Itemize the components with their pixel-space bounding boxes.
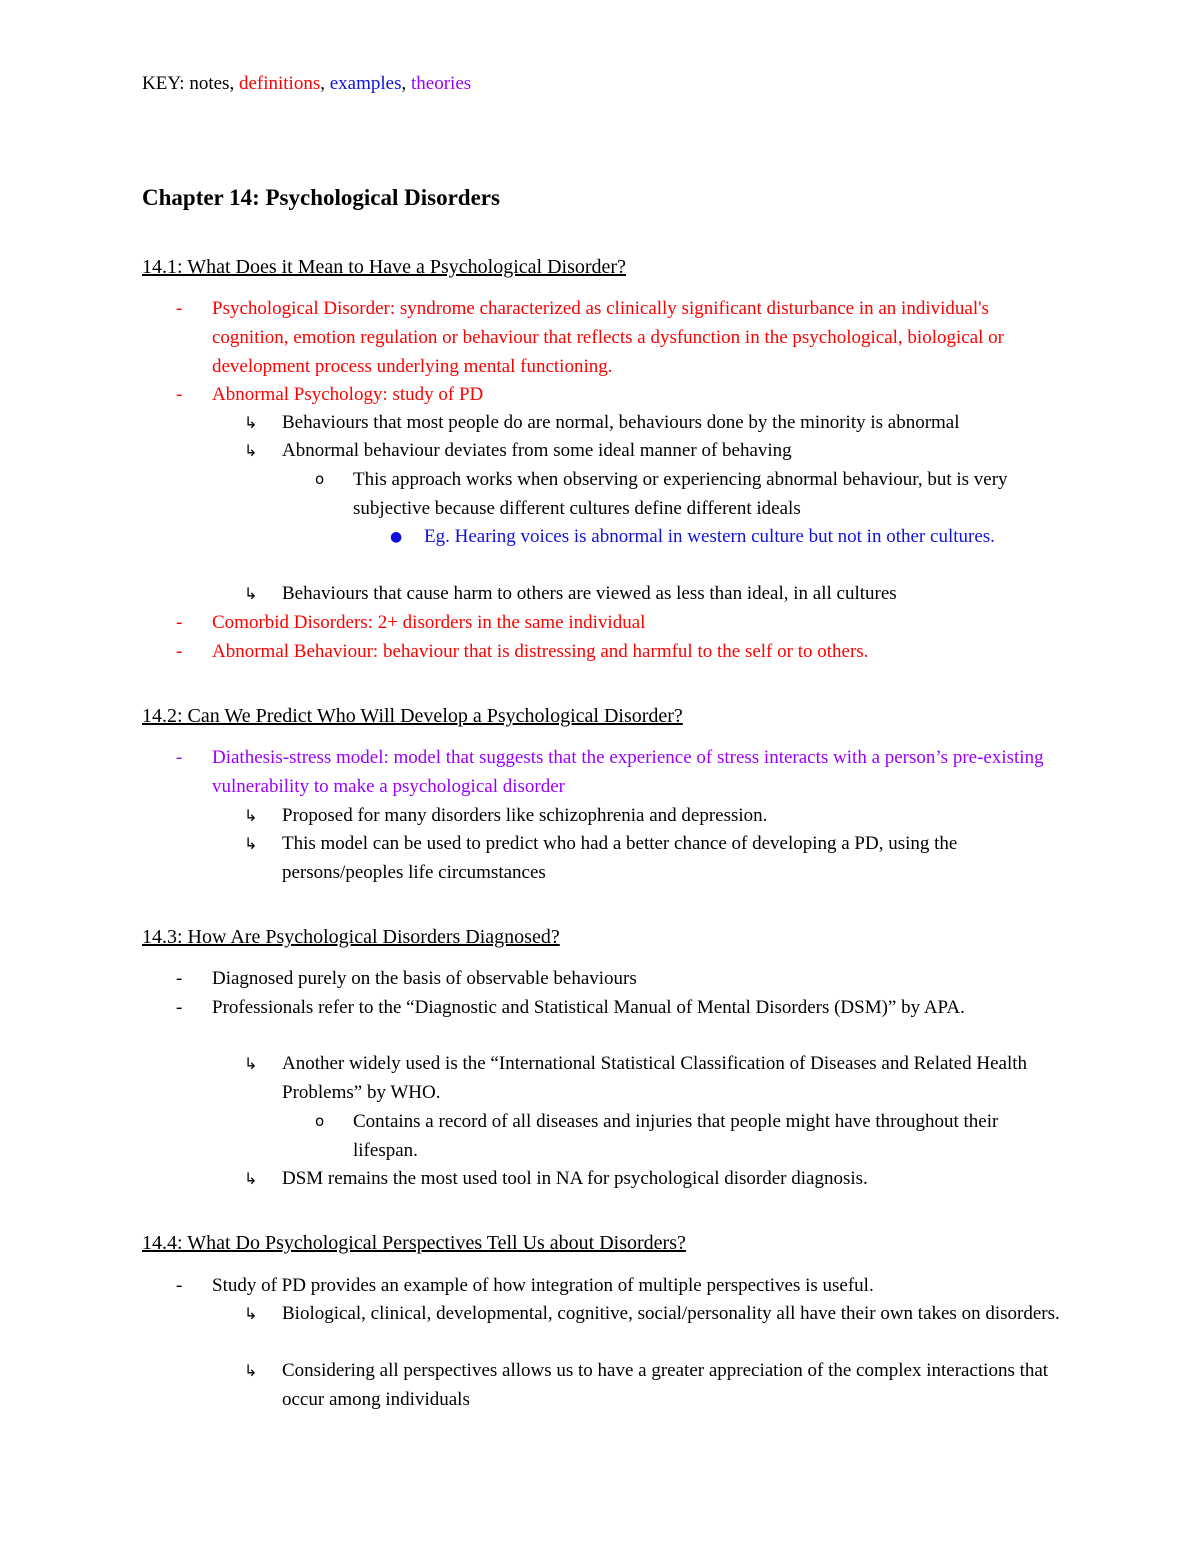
- note-text: Professionals refer to the “Diagnostic and Statistical Manual of Mental Disorders (DSM)” by APA.: [212, 997, 965, 1018]
- chapter-title: Chapter 14: Psychological Disorders: [142, 185, 500, 210]
- arrow-icon: ↳: [244, 834, 258, 853]
- note-text: Abnormal behaviour deviates from some ideal manner of behaving: [282, 440, 792, 461]
- key-separator: ,: [401, 73, 411, 94]
- note-text: Behaviours that most people do are normal, behaviours done by the minority is abnormal: [282, 412, 960, 433]
- dash-marker: -: [176, 747, 183, 768]
- circle-bullet-icon: o: [315, 1112, 325, 1130]
- list-item: [176, 964, 1062, 993]
- section-title: 14.1: What Does it Mean to Have a Psychological Disorder?: [142, 256, 626, 278]
- key-definitions: definitions: [238, 73, 321, 94]
- list-item: [176, 380, 1062, 409]
- list-item: [244, 801, 1062, 830]
- section-title: 14.4: What Do Psychological Perspectives Tell Us about Disorders?: [142, 1232, 686, 1254]
- note-text: Considering all perspectives allows us to have a greater appreciation of the complex interactions that occur among individuals: [282, 1360, 1049, 1410]
- list-item: [176, 294, 1062, 381]
- key-theories: theories: [411, 73, 472, 94]
- note-text: Behaviours that cause harm to others are viewed as less than ideal, in all cultures: [282, 583, 897, 604]
- arrow-icon: ↳: [244, 1361, 258, 1380]
- dash-marker: -: [176, 1275, 183, 1296]
- arrow-icon: ↳: [244, 413, 258, 432]
- dash-marker: -: [176, 968, 183, 989]
- note-text: Study of PD provides an example of how integration of multiple perspectives is useful.: [212, 1275, 874, 1296]
- arrow-icon: ↳: [244, 1054, 258, 1073]
- arrow-icon: ↳: [244, 441, 258, 460]
- definition-text: Psychological Disorder: syndrome characterized as clinically significant disturbance in an individual's cognition, emotion regulation or behaviour that reflects a dysfunction in the psychological, biological or development process underlying mental functioning.: [212, 298, 1004, 377]
- list-item: [244, 579, 1062, 608]
- list-item: [390, 522, 1064, 551]
- note-text: This approach works when observing or experiencing abnormal behaviour, but is very subjective because different cultures define different ideals: [353, 469, 1008, 519]
- definition-text: Comorbid Disorders: 2+ disorders in the same individual: [212, 612, 646, 633]
- note-text: Diagnosed purely on the basis of observable behaviours: [212, 968, 637, 989]
- note-text: Proposed for many disorders like schizophrenia and depression.: [282, 805, 768, 826]
- list-item: [176, 1271, 1062, 1300]
- theory-text: Diathesis-stress model: model that suggests that the experience of stress interacts with a person’s pre-existing vulnerability to make a psychological disorder: [212, 747, 1044, 797]
- list-item: [244, 1164, 1062, 1193]
- list-item: [244, 1356, 1062, 1414]
- dash-marker: -: [176, 298, 183, 319]
- list-item: [315, 465, 1063, 523]
- list-item: [244, 1299, 1062, 1328]
- dash-marker: -: [176, 612, 183, 633]
- key-separator: ,: [320, 73, 330, 94]
- list-item: [244, 408, 1062, 437]
- list-item: [176, 637, 1062, 666]
- definition-text: Abnormal Behaviour: behaviour that is distressing and harmful to the self or to others.: [212, 641, 869, 662]
- arrow-icon: ↳: [244, 1304, 258, 1323]
- list-item: [176, 743, 1062, 801]
- note-text: Biological, clinical, developmental, cognitive, social/personality all have their own takes on disorders.: [282, 1303, 1060, 1324]
- note-text: Another widely used is the “International Statistical Classification of Diseases and Related Health Problems” by WHO.: [282, 1053, 1028, 1103]
- list-item: [244, 436, 1062, 465]
- note-text: DSM remains the most used tool in NA for psychological disorder diagnosis.: [282, 1168, 868, 1189]
- note-text: This model can be used to predict who had a better chance of developing a PD, using the persons/peoples life circumstances: [282, 833, 958, 883]
- circle-bullet-icon: o: [315, 470, 325, 488]
- key-examples: examples: [329, 73, 402, 94]
- section-title: 14.3: How Are Psychological Disorders Diagnosed?: [142, 926, 560, 948]
- list-item: [315, 1107, 1063, 1165]
- list-item: [176, 993, 1062, 1022]
- list-item: [176, 608, 1062, 637]
- color-key: [142, 72, 471, 96]
- arrow-icon: ↳: [244, 806, 258, 825]
- definition-text: Abnormal Psychology: study of PD: [212, 384, 484, 405]
- list-item: [244, 1049, 1062, 1107]
- example-text: Eg. Hearing voices is abnormal in western culture but not in other cultures.: [424, 526, 995, 547]
- list-item: [244, 829, 1062, 887]
- dash-marker: -: [176, 384, 183, 405]
- note-text: Contains a record of all diseases and injuries that people might have throughout their lifespan.: [353, 1111, 999, 1161]
- arrow-icon: ↳: [244, 1169, 258, 1188]
- dash-marker: -: [176, 997, 183, 1018]
- arrow-icon: ↳: [244, 584, 258, 603]
- filled-bullet-icon: ●: [390, 529, 403, 545]
- key-label: KEY: notes,: [142, 73, 239, 94]
- dash-marker: -: [176, 641, 183, 662]
- section-title: 14.2: Can We Predict Who Will Develop a Psychological Disorder?: [142, 705, 683, 727]
